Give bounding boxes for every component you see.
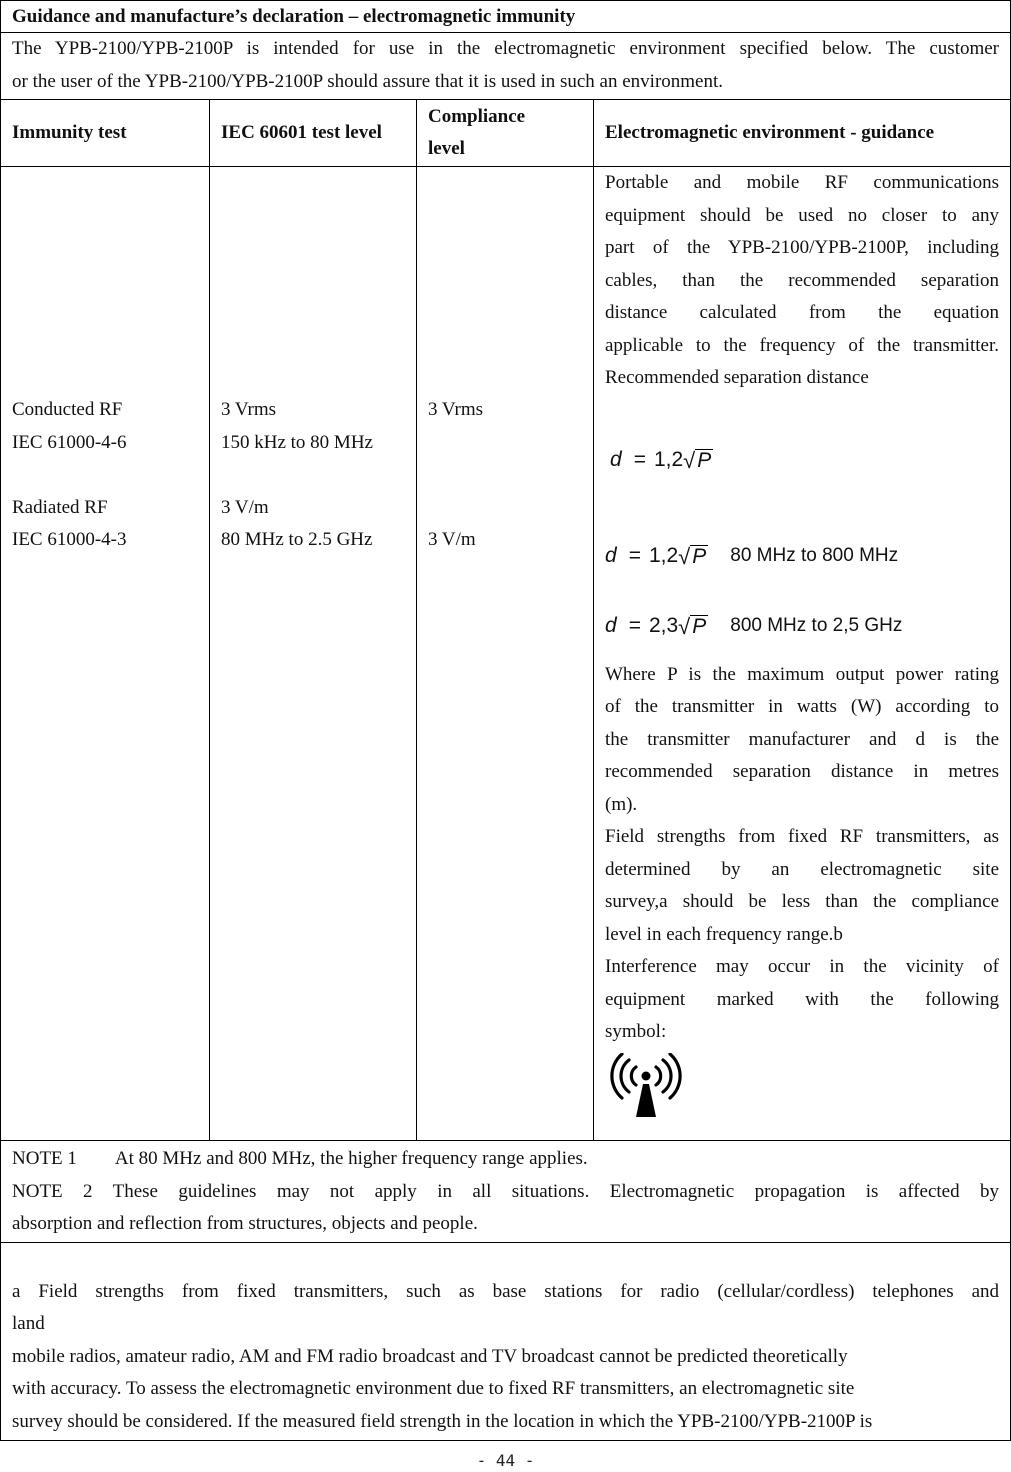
note-1 bbox=[12, 1143, 999, 1176]
guidance-p1-line-6: applicable to the frequency of the transmitter. bbox=[605, 334, 1000, 356]
intro-line-2: or the user of the YPB-2100/YPB-2100P should assure that it is used in such an environment. bbox=[12, 70, 724, 92]
table-title: Guidance and manufacture’s declaration – electromagnetic immunity bbox=[1, 1, 1011, 33]
header-compliance-line-2: level bbox=[428, 138, 465, 159]
formula-d: d bbox=[605, 614, 617, 638]
guidance-p4-last: symbol: bbox=[605, 1021, 667, 1042]
formula-range-high: 800 MHz to 2,5 GHz bbox=[730, 615, 903, 637]
formula-coef: 1,2 bbox=[653, 448, 684, 472]
intro-line-1: The YPB-2100/YPB-2100P is intended for use in the electromagnetic environment specified below. The customer bbox=[12, 38, 1000, 59]
formula-d: d bbox=[605, 544, 617, 568]
guidance-p3-line-2: determined by an electromagnetic site bbox=[605, 858, 1000, 880]
radiated-test-range: 80 MHz to 2.5 GHz bbox=[221, 529, 373, 550]
formula-d: d bbox=[610, 448, 622, 472]
guidance-p1-line-3: part of the YPB-2100/YPB-2100P, including bbox=[605, 237, 1000, 258]
radiated-rf-standard: IEC 61000-4-3 bbox=[12, 529, 127, 550]
formula-radiated-low bbox=[605, 537, 999, 577]
guidance-p1-line-5: distance calculated from the equation bbox=[605, 302, 1000, 323]
header-compliance-level bbox=[417, 100, 594, 167]
footnote-a-line-4: with accuracy. To assess the electromagnetic environment due to fixed RF transmitters, an electromagnetic site bbox=[12, 1378, 855, 1399]
formula-eq: = bbox=[633, 448, 646, 472]
formula-conducted bbox=[605, 441, 999, 481]
radiated-rf: Radiated RF bbox=[12, 496, 108, 518]
header-guidance: Electromagnetic environment - guidance bbox=[594, 100, 1011, 167]
formula-coef: 2,3 bbox=[648, 614, 679, 638]
sqrt-symbol: √ P bbox=[678, 544, 707, 569]
note-2-line-1: NOTE 2 These guidelines may not apply in all situations. Electromagnetic propagation is affected by bbox=[12, 1180, 1000, 1202]
guidance-p1-line-4: cables, than the recommended separation bbox=[605, 269, 1000, 291]
footnote-a-line-2: land bbox=[12, 1313, 45, 1334]
notes-row bbox=[1, 1141, 1011, 1243]
guidance-p2-line-2: of the transmitter in watts (W) according to bbox=[605, 696, 1000, 717]
compliance-level-cell bbox=[417, 167, 594, 1141]
note-1-label: NOTE 1 bbox=[12, 1148, 77, 1169]
footnote-a-line-3: mobile radios, amateur radio, AM and FM radio broadcast and TV broadcast cannot be predicted theoretically bbox=[12, 1345, 848, 1367]
conducted-compliance: 3 Vrms bbox=[428, 399, 483, 420]
guidance-p3-last: level in each frequency range.b bbox=[605, 923, 843, 945]
immunity-test-cell bbox=[1, 167, 210, 1141]
conducted-test-range: 150 kHz to 80 MHz bbox=[221, 431, 373, 453]
formula-radiated-high bbox=[605, 607, 999, 647]
formula-range-low: 80 MHz to 800 MHz bbox=[730, 545, 899, 567]
notes-cell bbox=[1, 1141, 1011, 1243]
radiated-test-level: 3 V/m bbox=[221, 496, 269, 518]
footnote-a-line-5: survey should be considered. If the measured field strength in the location in which the YPB-2100/YPB-2100P is bbox=[12, 1410, 873, 1432]
body-row bbox=[1, 167, 1011, 1141]
footnote-cell bbox=[1, 1243, 1011, 1441]
note-2-line-2: absorption and reflection from structures, objects and people. bbox=[12, 1213, 478, 1234]
formula-eq: = bbox=[628, 544, 641, 568]
intro-row bbox=[1, 33, 1011, 100]
footnote-a-line-1: a Field strengths from fixed transmitters, such as base stations for radio (cellular/cordless) telephones and bbox=[12, 1280, 1000, 1302]
formula-coef: 1,2 bbox=[648, 544, 679, 568]
title-row bbox=[1, 1, 1011, 33]
guidance-p2-line-3: the transmitter manufacturer and d is the bbox=[605, 728, 1000, 750]
guidance-p1-line-1: Portable and mobile RF communications bbox=[605, 172, 1000, 193]
guidance-p1-line-2: equipment should be used no closer to any bbox=[605, 204, 1000, 226]
guidance-p2-last: (m). bbox=[605, 793, 638, 815]
guidance-p1-last: Recommended separation distance bbox=[605, 367, 869, 388]
sqrt-symbol: √ P bbox=[678, 614, 707, 639]
non-ionizing-radiation-icon bbox=[605, 1053, 999, 1131]
page-number: - 44 - bbox=[476, 1451, 535, 1470]
conducted-rf-standard: IEC 61000-4-6 bbox=[12, 431, 127, 453]
conducted-test-level: 3 Vrms bbox=[221, 399, 276, 420]
guidance-cell bbox=[594, 167, 1011, 1141]
conducted-rf: Conducted RF bbox=[12, 399, 123, 420]
guidance-p3-line-3: survey,a should be less than the compliance bbox=[605, 891, 1000, 912]
header-compliance-line-1: Compliance bbox=[428, 105, 526, 127]
note-1-text: At 80 MHz and 800 MHz, the higher frequency range applies. bbox=[114, 1148, 588, 1169]
footnote-row bbox=[1, 1243, 1011, 1441]
header-test-level: IEC 60601 test level bbox=[210, 100, 417, 167]
formula-p: P bbox=[697, 449, 712, 472]
guidance-p3-line-1: Field strengths from fixed RF transmitters, as bbox=[605, 826, 1000, 847]
guidance-p2-line-1: Where P is the maximum output power rating bbox=[605, 663, 1000, 685]
formula-eq: = bbox=[628, 614, 641, 638]
test-level-cell bbox=[210, 167, 417, 1141]
header-row bbox=[1, 100, 1011, 167]
intro-text bbox=[1, 33, 1011, 100]
formula-p: P bbox=[692, 615, 707, 638]
guidance-p2-line-4: recommended separation distance in metres bbox=[605, 761, 1000, 782]
guidance-p4-line-1: Interference may occur in the vicinity of bbox=[605, 956, 1000, 977]
radiated-compliance: 3 V/m bbox=[428, 529, 476, 550]
sqrt-symbol: √ P bbox=[683, 448, 712, 473]
header-immunity-test: Immunity test bbox=[1, 100, 210, 167]
formula-p: P bbox=[692, 545, 707, 568]
guidance-p4-line-2: equipment marked with the following bbox=[605, 988, 1000, 1010]
